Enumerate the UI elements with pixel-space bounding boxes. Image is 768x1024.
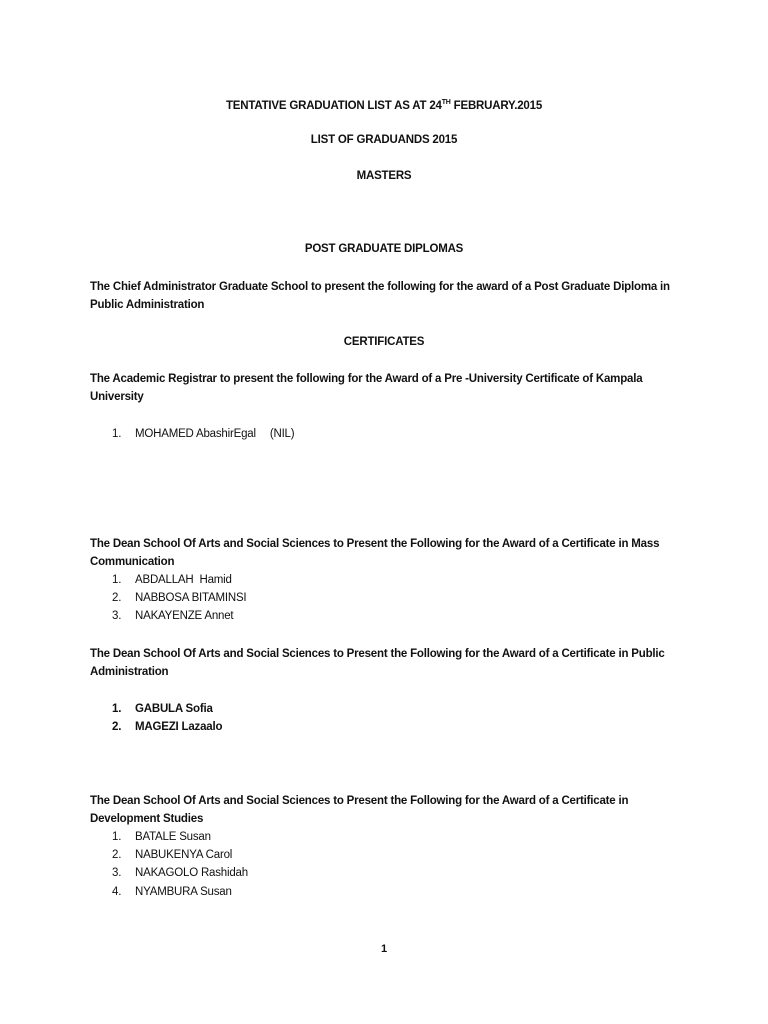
list-item <box>112 828 211 846</box>
list-item <box>112 589 246 607</box>
list-item <box>112 571 232 589</box>
title-superscript: TH <box>441 99 451 106</box>
list-item-number: 1. <box>112 831 122 843</box>
postgrad-paragraph-line2: Public Administration <box>90 299 205 311</box>
list-item <box>112 846 232 864</box>
list-item-number: 2. <box>112 592 122 604</box>
graduand-name: GABULA Sofia <box>135 703 213 715</box>
graduand-name: NAKAYENZE Annet <box>135 610 234 622</box>
pre-university-paragraph-line2: University <box>90 391 144 403</box>
document-title: TENTATIVE GRADUATION LIST AS AT 24TH FEBRUARY.2015 <box>225 99 543 112</box>
mass-comm-paragraph-line1: The Dean School Of Arts and Social Sciences to Present the Following for the Award of a Certificate in Mass <box>90 538 660 550</box>
graduand-name: NAKAGOLO Rashidah <box>135 867 248 879</box>
list-item <box>112 700 213 718</box>
graduand-note: (NIL) <box>269 428 295 440</box>
dev-studies-paragraph-line1: The Dean School Of Arts and Social Sciences to Present the Following for the Award of a Certificate in <box>90 795 629 807</box>
graduand-name: ABDALLAH Hamid <box>135 574 232 586</box>
list-item <box>112 425 294 443</box>
list-item-number: 3. <box>112 610 122 622</box>
list-item-number: 2. <box>112 849 122 861</box>
page-number: 1 <box>380 943 388 955</box>
dev-studies-paragraph-line2: Development Studies <box>90 813 204 825</box>
list-item <box>112 864 248 882</box>
masters-heading: MASTERS <box>356 170 412 182</box>
list-item-number: 3. <box>112 867 122 879</box>
public-admin-paragraph-line2: Administration <box>90 666 169 678</box>
list-item-number: 2. <box>112 721 122 733</box>
certificates-heading: CERTIFICATES <box>343 336 425 348</box>
list-item-number: 1. <box>112 574 122 586</box>
list-item-number: 1. <box>112 703 122 715</box>
list-item <box>112 883 232 901</box>
pre-university-paragraph-line1: The Academic Registrar to present the following for the Award of a Pre -University Certificate of Kampala <box>90 373 643 385</box>
graduand-name: MOHAMED AbashirEgal <box>135 428 256 440</box>
list-item <box>112 718 222 736</box>
public-admin-paragraph-line1: The Dean School Of Arts and Social Sciences to Present the Following for the Award of a Certificate in Public <box>90 648 665 660</box>
graduand-name: NYAMBURA Susan <box>135 886 232 898</box>
graduand-name: NABBOSA BITAMINSI <box>135 592 247 604</box>
list-item-number: 1. <box>112 428 122 440</box>
mass-comm-paragraph-line2: Communication <box>90 556 175 568</box>
list-item <box>112 607 233 625</box>
graduand-name: MAGEZI Lazaalo <box>135 721 223 733</box>
graduand-name: BATALE Susan <box>135 831 211 843</box>
postgrad-paragraph-line1: The Chief Administrator Graduate School to present the following for the award of a Post Graduate Diploma in <box>90 281 670 293</box>
postgrad-heading: POST GRADUATE DIPLOMAS <box>304 243 464 255</box>
list-item-number: 4. <box>112 886 122 898</box>
list-subtitle: LIST OF GRADUANDS 2015 <box>310 134 458 146</box>
graduand-name: NABUKENYA Carol <box>135 849 233 861</box>
